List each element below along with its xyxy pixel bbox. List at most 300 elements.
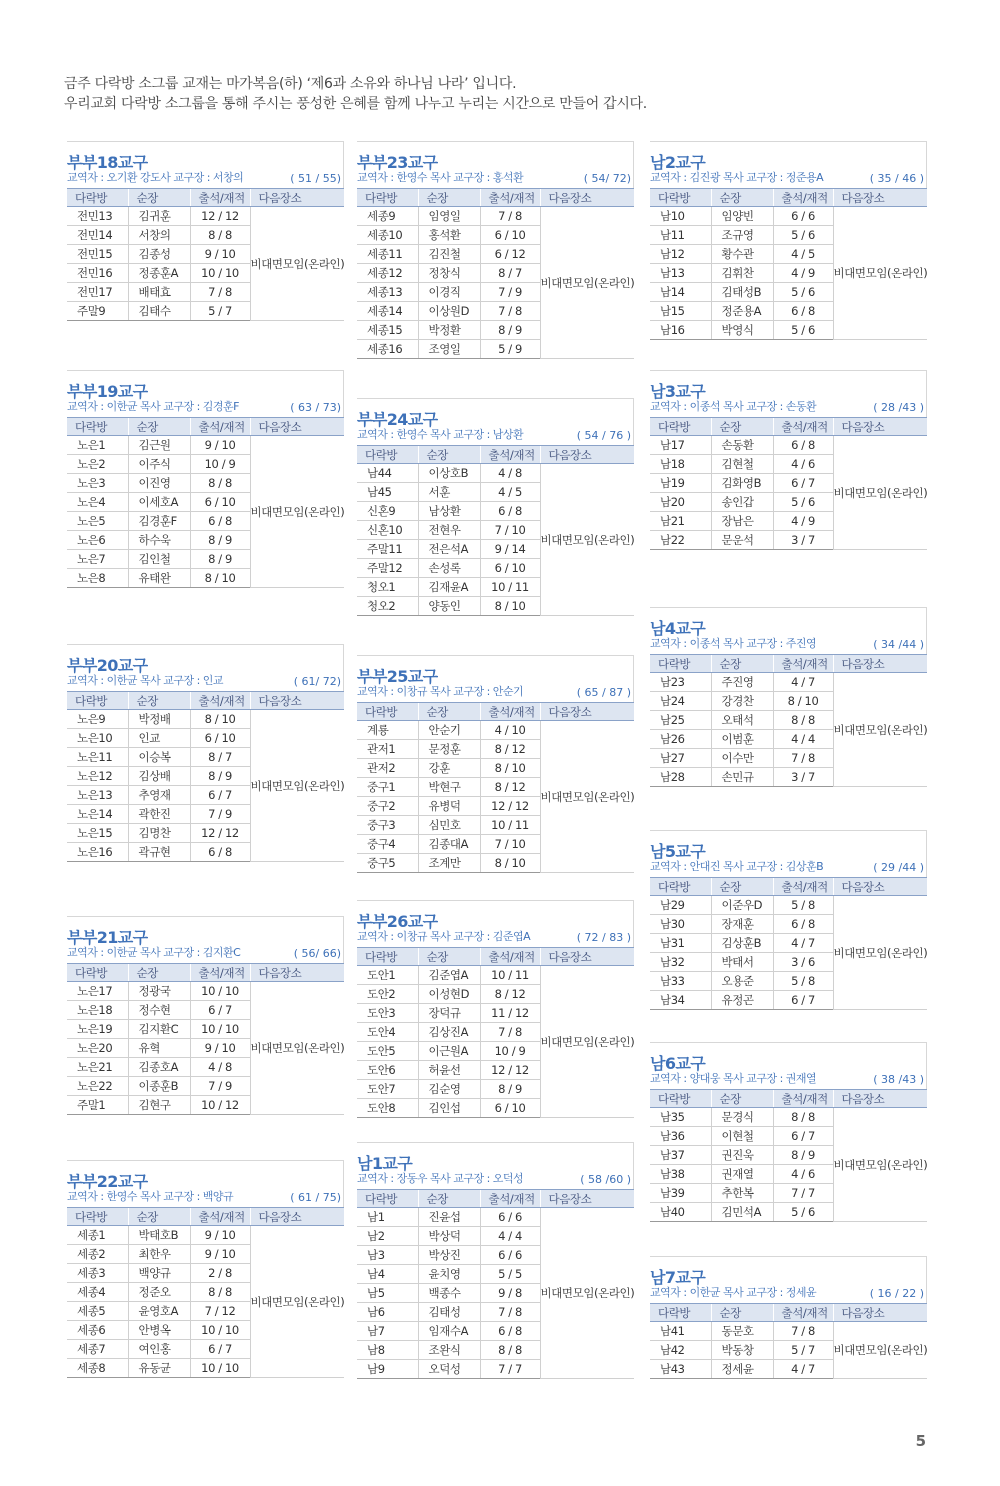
- cell-room: 세종16: [357, 340, 418, 359]
- cell-leader: 안순기: [418, 721, 480, 740]
- cell-room: 남12: [650, 245, 711, 264]
- column-header: 출석/재적: [773, 878, 833, 896]
- district-group: [67, 141, 344, 321]
- cell-leader: 김현철: [711, 455, 773, 474]
- cell-leader: 정세윤: [711, 1360, 773, 1379]
- cell-leader: 여인홍: [128, 1340, 190, 1359]
- cell-room: 남2: [357, 1227, 418, 1246]
- table-header-row: [650, 189, 927, 207]
- group-header: [357, 900, 634, 947]
- cell-room: 노은8: [67, 569, 128, 588]
- cell-room: 노은11: [67, 748, 128, 767]
- attendance-table: [650, 417, 927, 550]
- cell-leader: 배태효: [128, 283, 190, 302]
- cell-attendance: 5 / 9: [480, 340, 540, 359]
- table-header-row: [357, 189, 634, 207]
- cell-attendance: 6 / 7: [190, 786, 250, 805]
- group-header: [650, 141, 927, 188]
- cell-leader: 문운석: [711, 531, 773, 550]
- cell-attendance: 9 / 10: [190, 1039, 250, 1058]
- table-row: [67, 207, 344, 226]
- cell-attendance: 8 / 9: [773, 1146, 833, 1165]
- table-row: [67, 436, 344, 455]
- cell-room: 관저1: [357, 740, 418, 759]
- group-header: [67, 644, 344, 691]
- cell-leader: 정창식: [418, 264, 480, 283]
- district-group: [67, 1160, 344, 1378]
- cell-leader: 이진영: [128, 474, 190, 493]
- group-attendance-total: ( 28 /43 ): [873, 401, 924, 414]
- group-header: [650, 1042, 927, 1089]
- cell-leader: 장남은: [711, 512, 773, 531]
- cell-leader: 이세호A: [128, 493, 190, 512]
- group-staff: 교역자 : 김진광 목사 교구장 : 정준용A: [650, 171, 824, 184]
- cell-attendance: 4 / 8: [480, 464, 540, 483]
- cell-next-place: 비대면모임(온라인): [833, 436, 927, 550]
- cell-leader: 강경찬: [711, 692, 773, 711]
- column-header: 다음장소: [833, 189, 927, 207]
- table-row: [67, 982, 344, 1001]
- group-attendance-total: ( 65 / 87 ): [576, 686, 631, 699]
- cell-attendance: 6 / 8: [480, 502, 540, 521]
- cell-attendance: 6 / 8: [480, 1322, 540, 1341]
- cell-attendance: 8 / 9: [480, 1080, 540, 1099]
- cell-leader: 박태서: [711, 953, 773, 972]
- group-header: [357, 141, 634, 188]
- cell-next-place: 비대면모임(온라인): [250, 1226, 344, 1378]
- attendance-table: [67, 417, 344, 588]
- column-header: 다락방: [650, 878, 711, 896]
- column-header: 다락방: [650, 418, 711, 436]
- cell-room: 노은4: [67, 493, 128, 512]
- cell-attendance: 8 / 9: [190, 550, 250, 569]
- cell-attendance: 4 / 9: [773, 512, 833, 531]
- cell-room: 세종6: [67, 1321, 128, 1340]
- cell-room: 남22: [650, 531, 711, 550]
- cell-attendance: 8 / 9: [190, 531, 250, 550]
- cell-leader: 조완식: [418, 1341, 480, 1360]
- cell-leader: 유혁: [128, 1039, 190, 1058]
- table-row: [357, 464, 634, 483]
- cell-attendance: 8 / 10: [480, 597, 540, 616]
- cell-leader: 서창의: [128, 226, 190, 245]
- cell-room: 세종15: [357, 321, 418, 340]
- table-row: [67, 1226, 344, 1245]
- district-group: [357, 655, 634, 873]
- district-group: [650, 607, 927, 787]
- cell-leader: 이승복: [128, 748, 190, 767]
- cell-room: 노은16: [67, 843, 128, 862]
- column-header: 순장: [711, 418, 773, 436]
- cell-leader: 문정훈: [418, 740, 480, 759]
- column-header: 다락방: [357, 703, 418, 721]
- cell-attendance: 7 / 9: [480, 283, 540, 302]
- cell-room: 노은22: [67, 1077, 128, 1096]
- column-header: 순장: [711, 878, 773, 896]
- cell-room: 노은13: [67, 786, 128, 805]
- column-header: 다락방: [67, 692, 128, 710]
- cell-attendance: 7 / 10: [480, 521, 540, 540]
- group-title: 남3교구: [650, 382, 706, 401]
- cell-attendance: 8 / 9: [190, 767, 250, 786]
- cell-attendance: 8 / 8: [190, 1283, 250, 1302]
- cell-attendance: 6 / 7: [773, 474, 833, 493]
- cell-leader: 김순영: [418, 1080, 480, 1099]
- cell-attendance: 7 / 8: [480, 302, 540, 321]
- cell-room: 남36: [650, 1127, 711, 1146]
- cell-room: 남1: [357, 1208, 418, 1227]
- cell-leader: 이상호B: [418, 464, 480, 483]
- column-header: 순장: [128, 418, 190, 436]
- cell-leader: 이상원D: [418, 302, 480, 321]
- cell-next-place: 비대면모임(온라인): [833, 673, 927, 787]
- cell-attendance: 7 / 8: [190, 283, 250, 302]
- cell-room: 남5: [357, 1284, 418, 1303]
- cell-attendance: 9 / 10: [190, 1226, 250, 1245]
- cell-room: 남43: [650, 1360, 711, 1379]
- intro-line-1: 금주 다락방 소그룹 교재는 마가복음(하) ‘제6과 소유와 하나님 나라’ 입니다.: [64, 76, 517, 92]
- table-header-row: [67, 964, 344, 982]
- cell-leader: 임영일: [418, 207, 480, 226]
- cell-room: 노은6: [67, 531, 128, 550]
- cell-leader: 김준엽A: [418, 966, 480, 985]
- table-row: [357, 721, 634, 740]
- cell-attendance: 4 / 9: [773, 264, 833, 283]
- cell-room: 중구4: [357, 835, 418, 854]
- cell-attendance: 5 / 6: [773, 283, 833, 302]
- cell-attendance: 6 / 10: [190, 729, 250, 748]
- cell-room: 도안2: [357, 985, 418, 1004]
- cell-room: 세종9: [357, 207, 418, 226]
- attendance-table: [67, 1207, 344, 1378]
- cell-leader: 박현구: [418, 778, 480, 797]
- cell-leader: 조계만: [418, 854, 480, 873]
- cell-attendance: 10 / 12: [190, 1096, 250, 1115]
- cell-leader: 송인갑: [711, 493, 773, 512]
- column-header: 순장: [418, 948, 480, 966]
- cell-room: 남31: [650, 934, 711, 953]
- intro-text: [64, 74, 647, 114]
- column-header: 다음장소: [540, 703, 634, 721]
- group-staff: 교역자 : 이한균 목사 교구장 : 인교: [67, 674, 224, 687]
- column-header: 다락방: [357, 446, 418, 464]
- group-staff: 교역자 : 이창규 목사 교구장 : 김준엽A: [357, 930, 531, 943]
- group-attendance-total: ( 61 / 75): [290, 1191, 341, 1204]
- cell-leader: 손성록: [418, 559, 480, 578]
- cell-leader: 인교: [128, 729, 190, 748]
- cell-leader: 서훈: [418, 483, 480, 502]
- table-header-row: [357, 703, 634, 721]
- cell-attendance: 3 / 6: [773, 953, 833, 972]
- column-header: 출석/재적: [480, 948, 540, 966]
- cell-next-place: 비대면모임(온라인): [250, 436, 344, 588]
- cell-attendance: 6 / 8: [190, 512, 250, 531]
- cell-attendance: 4 / 6: [773, 1165, 833, 1184]
- cell-room: 남33: [650, 972, 711, 991]
- cell-attendance: 6 / 7: [773, 991, 833, 1010]
- table-header-row: [357, 446, 634, 464]
- cell-attendance: 2 / 8: [190, 1264, 250, 1283]
- cell-leader: 강훈: [418, 759, 480, 778]
- column-header: 다락방: [67, 418, 128, 436]
- cell-room: 남4: [357, 1265, 418, 1284]
- cell-leader: 김종호A: [128, 1058, 190, 1077]
- cell-room: 관저2: [357, 759, 418, 778]
- column-header: 다락방: [357, 948, 418, 966]
- cell-leader: 김태성B: [711, 283, 773, 302]
- cell-attendance: 8 / 10: [190, 569, 250, 588]
- column-header: 출석/재적: [480, 189, 540, 207]
- cell-leader: 김태수: [128, 302, 190, 321]
- column-header: 다락방: [650, 655, 711, 673]
- cell-next-place: 비대면모임(온라인): [833, 1108, 927, 1222]
- cell-leader: 황수관: [711, 245, 773, 264]
- column-header: 출석/재적: [480, 1190, 540, 1208]
- column-header: 출석/재적: [190, 189, 250, 207]
- cell-next-place: 비대면모임(온라인): [540, 721, 634, 873]
- cell-leader: 손민규: [711, 768, 773, 787]
- cell-leader: 전현우: [418, 521, 480, 540]
- cell-attendance: 10 / 10: [190, 1020, 250, 1039]
- cell-room: 전민16: [67, 264, 128, 283]
- group-title: 남6교구: [650, 1054, 706, 1073]
- cell-leader: 김상진A: [418, 1023, 480, 1042]
- cell-room: 노은2: [67, 455, 128, 474]
- cell-room: 주말12: [357, 559, 418, 578]
- cell-attendance: 10 / 11: [480, 578, 540, 597]
- group-title: 부부21교구: [67, 928, 148, 947]
- cell-room: 신혼10: [357, 521, 418, 540]
- cell-leader: 정준오: [128, 1283, 190, 1302]
- table-row: [357, 1208, 634, 1227]
- column-header: 출석/재적: [773, 655, 833, 673]
- group-attendance-total: ( 54 / 76 ): [576, 429, 631, 442]
- cell-next-place: 비대면모임(온라인): [250, 710, 344, 862]
- cell-attendance: 6 / 10: [480, 559, 540, 578]
- cell-leader: 김종성: [128, 245, 190, 264]
- column-header: 다음장소: [833, 1090, 927, 1108]
- group-attendance-total: ( 35 / 46 ): [869, 172, 924, 185]
- table-row: [357, 207, 634, 226]
- cell-attendance: 8 / 8: [773, 711, 833, 730]
- column-header: 순장: [418, 189, 480, 207]
- group-attendance-total: ( 54/ 72): [583, 172, 631, 185]
- cell-attendance: 5 / 6: [773, 493, 833, 512]
- group-header: [357, 398, 634, 445]
- cell-attendance: 10 / 10: [190, 1321, 250, 1340]
- group-attendance-total: ( 61/ 72): [293, 675, 341, 688]
- cell-room: 남25: [650, 711, 711, 730]
- cell-room: 세종4: [67, 1283, 128, 1302]
- cell-room: 중구2: [357, 797, 418, 816]
- column-header: 순장: [711, 189, 773, 207]
- cell-leader: 유동균: [128, 1359, 190, 1378]
- cell-attendance: 7 / 8: [480, 1303, 540, 1322]
- group-title: 부부19교구: [67, 382, 148, 401]
- group-attendance-total: ( 34 /44 ): [873, 638, 924, 651]
- group-staff: 교역자 : 한영수 목사 교구장 : 홍석환: [357, 171, 524, 184]
- cell-attendance: 12 / 12: [480, 1061, 540, 1080]
- cell-leader: 홍석환: [418, 226, 480, 245]
- cell-leader: 김귀훈: [128, 207, 190, 226]
- group-staff: 교역자 : 오기환 강도사 교구장 : 서창의: [67, 171, 244, 184]
- cell-leader: 백양규: [128, 1264, 190, 1283]
- cell-room: 남41: [650, 1322, 711, 1341]
- cell-leader: 동문호: [711, 1322, 773, 1341]
- group-staff: 교역자 : 이한균 목사 교구장 : 김경훈F: [67, 400, 239, 413]
- group-title: 남2교구: [650, 153, 706, 172]
- group-attendance-total: ( 56/ 66): [293, 947, 341, 960]
- column-header: 출석/재적: [190, 1208, 250, 1226]
- column-header: 출석/재적: [190, 964, 250, 982]
- cell-attendance: 6 / 8: [190, 843, 250, 862]
- cell-attendance: 4 / 7: [773, 934, 833, 953]
- cell-leader: 문경식: [711, 1108, 773, 1127]
- cell-attendance: 6 / 8: [773, 915, 833, 934]
- column-header: 다락방: [357, 189, 418, 207]
- cell-attendance: 8 / 12: [480, 985, 540, 1004]
- cell-leader: 김태성: [418, 1303, 480, 1322]
- cell-room: 세종10: [357, 226, 418, 245]
- cell-leader: 이주식: [128, 455, 190, 474]
- cell-leader: 김재윤A: [418, 578, 480, 597]
- cell-room: 세종11: [357, 245, 418, 264]
- cell-room: 남32: [650, 953, 711, 972]
- column-header: 다음장소: [250, 189, 344, 207]
- cell-attendance: 6 / 7: [190, 1340, 250, 1359]
- cell-leader: 김인섭: [418, 1099, 480, 1118]
- cell-leader: 장덕규: [418, 1004, 480, 1023]
- cell-leader: 김인철: [128, 550, 190, 569]
- group-attendance-total: ( 51 / 55): [290, 172, 341, 185]
- cell-attendance: 5 / 6: [773, 1203, 833, 1222]
- cell-next-place: 비대면모임(온라인): [540, 207, 634, 359]
- cell-leader: 윤영호A: [128, 1302, 190, 1321]
- cell-room: 세종2: [67, 1245, 128, 1264]
- cell-attendance: 12 / 12: [190, 207, 250, 226]
- group-title: 부부20교구: [67, 656, 148, 675]
- cell-room: 노은7: [67, 550, 128, 569]
- attendance-table: [67, 188, 344, 321]
- cell-next-place: 비대면모임(온라인): [833, 1322, 927, 1379]
- column-header: 다음장소: [833, 418, 927, 436]
- cell-attendance: 7 / 9: [190, 805, 250, 824]
- cell-leader: 남상환: [418, 502, 480, 521]
- column-header: 출석/재적: [190, 692, 250, 710]
- cell-leader: 윤치영: [418, 1265, 480, 1284]
- cell-room: 전민15: [67, 245, 128, 264]
- cell-leader: 권재열: [711, 1165, 773, 1184]
- cell-next-place: 비대면모임(온라인): [540, 1208, 634, 1379]
- cell-leader: 손동환: [711, 436, 773, 455]
- cell-room: 노은9: [67, 710, 128, 729]
- cell-room: 남17: [650, 436, 711, 455]
- cell-attendance: 8 / 7: [480, 264, 540, 283]
- cell-attendance: 5 / 6: [773, 226, 833, 245]
- cell-room: 남42: [650, 1341, 711, 1360]
- cell-attendance: 10 / 11: [480, 816, 540, 835]
- cell-leader: 백종수: [418, 1284, 480, 1303]
- cell-room: 노은19: [67, 1020, 128, 1039]
- cell-room: 노은1: [67, 436, 128, 455]
- cell-attendance: 7 / 8: [480, 207, 540, 226]
- group-staff: 교역자 : 이종석 목사 교구장 : 주진영: [650, 637, 817, 650]
- table-header-row: [650, 418, 927, 436]
- attendance-table: [357, 445, 634, 616]
- cell-leader: 이범훈: [711, 730, 773, 749]
- cell-attendance: 4 / 7: [773, 1360, 833, 1379]
- cell-leader: 김경훈F: [128, 512, 190, 531]
- cell-next-place: 비대면모임(온라인): [540, 966, 634, 1118]
- cell-leader: 심민호: [418, 816, 480, 835]
- cell-room: 남24: [650, 692, 711, 711]
- cell-attendance: 11 / 12: [480, 1004, 540, 1023]
- group-header: [67, 1160, 344, 1207]
- cell-room: 남20: [650, 493, 711, 512]
- cell-room: 남44: [357, 464, 418, 483]
- table-row: [650, 1322, 927, 1341]
- cell-leader: 박태호B: [128, 1226, 190, 1245]
- cell-room: 세종8: [67, 1359, 128, 1378]
- cell-attendance: 6 / 10: [480, 226, 540, 245]
- cell-leader: 이준우D: [711, 896, 773, 915]
- cell-room: 남6: [357, 1303, 418, 1322]
- group-staff: 교역자 : 이창규 목사 교구장 : 안순기: [357, 685, 524, 698]
- column-header: 순장: [128, 692, 190, 710]
- cell-leader: 박정배: [128, 710, 190, 729]
- cell-room: 청오2: [357, 597, 418, 616]
- cell-attendance: 10 / 9: [480, 1042, 540, 1061]
- group-header: [357, 655, 634, 702]
- column-header: 다음장소: [540, 189, 634, 207]
- cell-room: 남13: [650, 264, 711, 283]
- cell-room: 도안1: [357, 966, 418, 985]
- group-header: [650, 370, 927, 417]
- cell-attendance: 4 / 8: [190, 1058, 250, 1077]
- cell-leader: 진윤섭: [418, 1208, 480, 1227]
- cell-room: 세종1: [67, 1226, 128, 1245]
- group-attendance-total: ( 63 / 73): [290, 401, 341, 414]
- page-number: 5: [915, 1432, 926, 1450]
- cell-attendance: 4 / 5: [480, 483, 540, 502]
- cell-leader: 주진영: [711, 673, 773, 692]
- column-header: 출석/재적: [773, 1304, 833, 1322]
- cell-room: 노은14: [67, 805, 128, 824]
- column-header: 순장: [711, 1304, 773, 1322]
- column-header: 다음장소: [833, 655, 927, 673]
- cell-attendance: 6 / 12: [480, 245, 540, 264]
- table-row: [650, 896, 927, 915]
- cell-room: 남3: [357, 1246, 418, 1265]
- cell-attendance: 4 / 7: [773, 673, 833, 692]
- column-header: 다락방: [357, 1190, 418, 1208]
- column-header: 다음장소: [833, 878, 927, 896]
- cell-attendance: 8 / 12: [480, 740, 540, 759]
- cell-leader: 김현구: [128, 1096, 190, 1115]
- cell-attendance: 8 / 12: [480, 778, 540, 797]
- column-header: 다락방: [67, 189, 128, 207]
- cell-leader: 정광국: [128, 982, 190, 1001]
- cell-room: 계룡: [357, 721, 418, 740]
- attendance-table: [357, 188, 634, 359]
- cell-leader: 이경직: [418, 283, 480, 302]
- cell-attendance: 8 / 10: [480, 854, 540, 873]
- cell-attendance: 4 / 5: [773, 245, 833, 264]
- cell-room: 세종5: [67, 1302, 128, 1321]
- table-header-row: [67, 189, 344, 207]
- cell-room: 노은17: [67, 982, 128, 1001]
- group-staff: 교역자 : 한영수 목사 교구장 : 남상환: [357, 428, 524, 441]
